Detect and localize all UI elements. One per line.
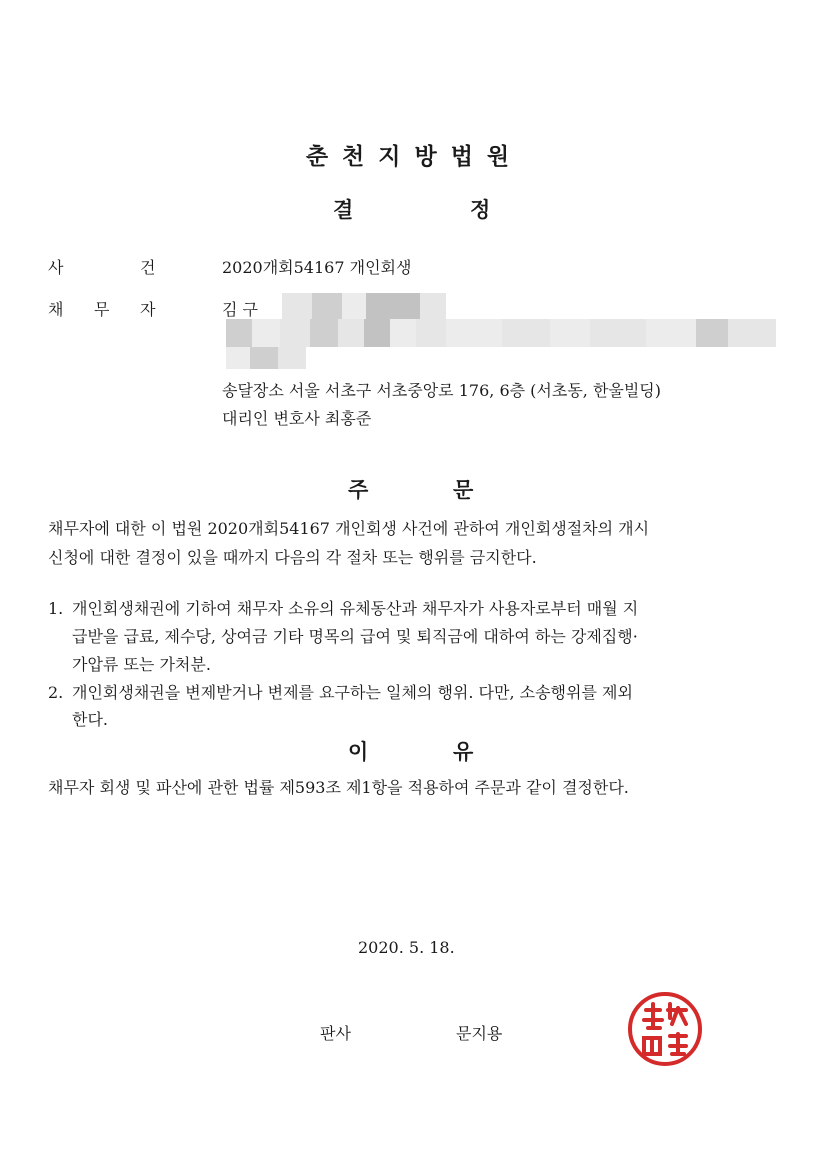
order-item-1-line-1: 개인회생채권에 기하여 채무자 소유의 유체동산과 채무자가 사용자로부터 매월 지 — [72, 599, 639, 618]
order-item-2-line-1: 개인회생채권을 변제받거나 변제를 요구하는 일체의 행위. 다만, 소송행위를 제외 — [72, 683, 633, 702]
judge-seal-icon — [626, 990, 704, 1068]
decision-date: 2020. 5. 18. — [358, 938, 455, 957]
debtor-label-char-3: 자 — [140, 300, 156, 319]
reason-heading-char-1: 이 — [348, 740, 369, 764]
judge-name: 문지용 — [456, 1024, 503, 1043]
order-heading-char-1: 주 — [348, 478, 369, 502]
debtor-name: 김 구 — [222, 300, 258, 319]
order-item-1-line-3: 가압류 또는 가처분. — [72, 655, 211, 674]
order-item-2-number: 2. — [48, 683, 64, 702]
doc-title-char-2: 정 — [470, 198, 491, 222]
order-intro-line-2: 신청에 대한 결정이 있을 때까지 다음의 각 절차 또는 행위를 금지한다. — [48, 548, 537, 567]
reason-text: 채무자 회생 및 파산에 관한 법률 제593조 제1항을 적용하여 주문과 같이 결정한다. — [48, 778, 629, 797]
order-item-1-line-2: 급받을 급료, 제수당, 상여금 기타 명목의 급여 및 퇴직금에 대하여 하는 강제집행· — [72, 627, 638, 646]
court-name: 춘천지방법원 — [305, 144, 524, 170]
doc-title-char-1: 결 — [333, 198, 354, 222]
case-label-char-2: 건 — [140, 258, 156, 277]
legal-agent: 대리인 변호사 최홍준 — [222, 409, 372, 428]
debtor-label-char-2: 무 — [94, 300, 110, 319]
order-item-1-number: 1. — [48, 599, 64, 618]
order-heading-char-2: 문 — [453, 478, 474, 502]
judge-title: 판사 — [320, 1024, 351, 1043]
case-number: 2020개회54167 개인회생 — [222, 258, 412, 277]
debtor-label-char-1: 채 — [48, 300, 64, 319]
service-address: 송달장소 서울 서초구 서초중앙로 176, 6층 (서초동, 한울빌딩) — [222, 381, 662, 400]
case-label-char-1: 사 — [48, 258, 64, 277]
reason-heading-char-2: 유 — [453, 740, 474, 764]
order-item-2-line-2: 한다. — [72, 710, 108, 729]
order-intro-line-1: 채무자에 대한 이 법원 2020개회54167 개인회생 사건에 관하여 개인회생절차의 개시 — [48, 519, 650, 538]
